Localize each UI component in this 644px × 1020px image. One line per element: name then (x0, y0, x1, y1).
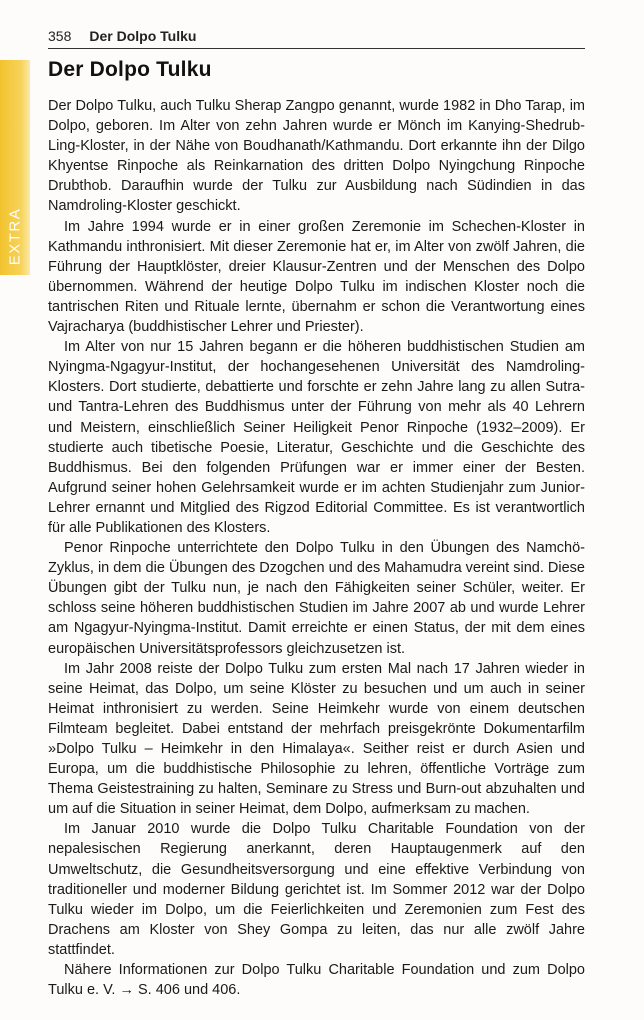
paragraph-1: Der Dolpo Tulku, auch Tulku Sherap Zangpo genannt, wurde 1982 in Dho Tarap, im Dolpo, geboren. Im Alter von zehn Jahren wurde er Mönch im Kanying-Shedrub-Ling-Kloster, in der Nähe von Boudhanath/Kathmandu. Dort erkannte ihn der Dilgo Khyentse Rinpoche als Reinkarnation des dritten Dolpo Nyingchung Rinpoche Drubthob. Daraufhin wurde der Tulku zur Ausbildung nach Südindien in das Namdroling-Kloster geschickt. (48, 98, 585, 215)
running-title: Der Dolpo Tulku (89, 28, 197, 44)
extra-side-tab-label: EXTRA (6, 207, 24, 266)
paragraph-3: Im Alter von nur 15 Jahren begann er die höheren buddhistischen Studien am Nyingma-Ngagyur-Institut, der hochangesehenen Universität des Namdroling-Klosters. Dort studierte, debattierte und forschte er zehn Jahre lang zu allen Sutra- und Tantra-Lehren des Buddhismus unter der Führung von mehr als 40 Lehrern und Meistern, einschließlich Seiner Heiligkeit Penor Rinpoche (1932–2009). Er studierte auch tibetische Poesie, Literatur, Geschichte und die Geschichte des Buddhismus. Bei den folgenden Prüfungen war er immer einer der Besten. Aufgrund seiner hohen Gelehrsamkeit wurde er im achten Studienjahr zum Junior-Lehrer ernannt und Mitglied des Rigzod Editorial Committee. Es ist verantwortlich für alle Publikationen des Klosters. (48, 339, 585, 536)
extra-side-tab-label-wrap (0, 60, 30, 275)
paragraph-4: Penor Rinpoche unterrichtete den Dolpo Tulku in den Übungen des Namchö-Zyklus, in dem die Übungen des Dzogchen und des Mahamudra vereint sind. Diese Übungen gibt der Tulku nun, je nach den Fähigkeiten seiner Schüler, weiter. Er schloss seine höheren buddhistischen Studien im Jahre 2007 ab und wurde Lehrer am Ngagyur-Nyingma-Institut. Damit erreichte er einen Status, der mit dem eines europäischen Universitätsprofessors gleichzusetzen ist. (48, 540, 585, 657)
body-text (48, 96, 585, 1000)
page-number: 358 (48, 28, 72, 44)
paragraph-2: Im Jahre 1994 wurde er in einer großen Zeremonie im Schechen-Kloster in Kathmandu inthronisiert. Mit dieser Zeremonie hat er, im Alter von zwölf Jahren, die Führung der Hauptklöster, dreier Klausur-Zentren und der Menschen des Dolpo übernommen. Während der heutige Dolpo Tulku im indischen Kloster noch die tantrischen Riten und Rituale lernte, übernahm er schon die Verantwortung eines Vajracharya (buddhistischer Lehrer und Priester). (48, 218, 585, 336)
paragraph-7: Nähere Informationen zur Dolpo Tulku Charitable Foundation und zum Dolpo Tulku e. V. → S. 406 und 406. (48, 962, 585, 999)
running-head (48, 28, 585, 49)
chapter-title: Der Dolpo Tulku (48, 58, 212, 81)
paragraph-6: Im Januar 2010 wurde die Dolpo Tulku Charitable Foundation von der nepalesischen Regierung anerkannt, deren Hauptaugenmerk auf den Umweltschutz, die Gesundheitsversorgung und eine effektive Verbindung von traditioneller und moderner Bildung gerichtet ist. Im Sommer 2012 war der Dolpo Tulku wieder im Dolpo, um die Feierlichkeiten und Zeremonien zum Fest des Drachens am Kloster von Shey Gompa zu leiten, das nur alle zwölf Jahre stattfindet. (48, 821, 585, 958)
paragraph-5: Im Jahr 2008 reiste der Dolpo Tulku zum ersten Mal nach 17 Jahren wieder in seine Heimat, das Dolpo, um seine Klöster zu besuchen und um auch in seiner Heimat inthronisiert zu werden. Seine Heimkehr wurde von einem deutschen Filmteam begleitet. Dabei entstand der mehrfach preisgekrönte Dokumentarfilm »Dolpo Tulku – Heimkehr in den Himalaya«. Seither reist er durch Asien und Europa, um die buddhistische Philosophie zu lehren, öffentliche Vorträge zum Thema Geistestraining zu halten, Seminare zu Stress und Burn-out abzuhalten und um auf die Situation in seiner Heimat, dem Dolpo, aufmerksam zu machen. (48, 660, 585, 818)
